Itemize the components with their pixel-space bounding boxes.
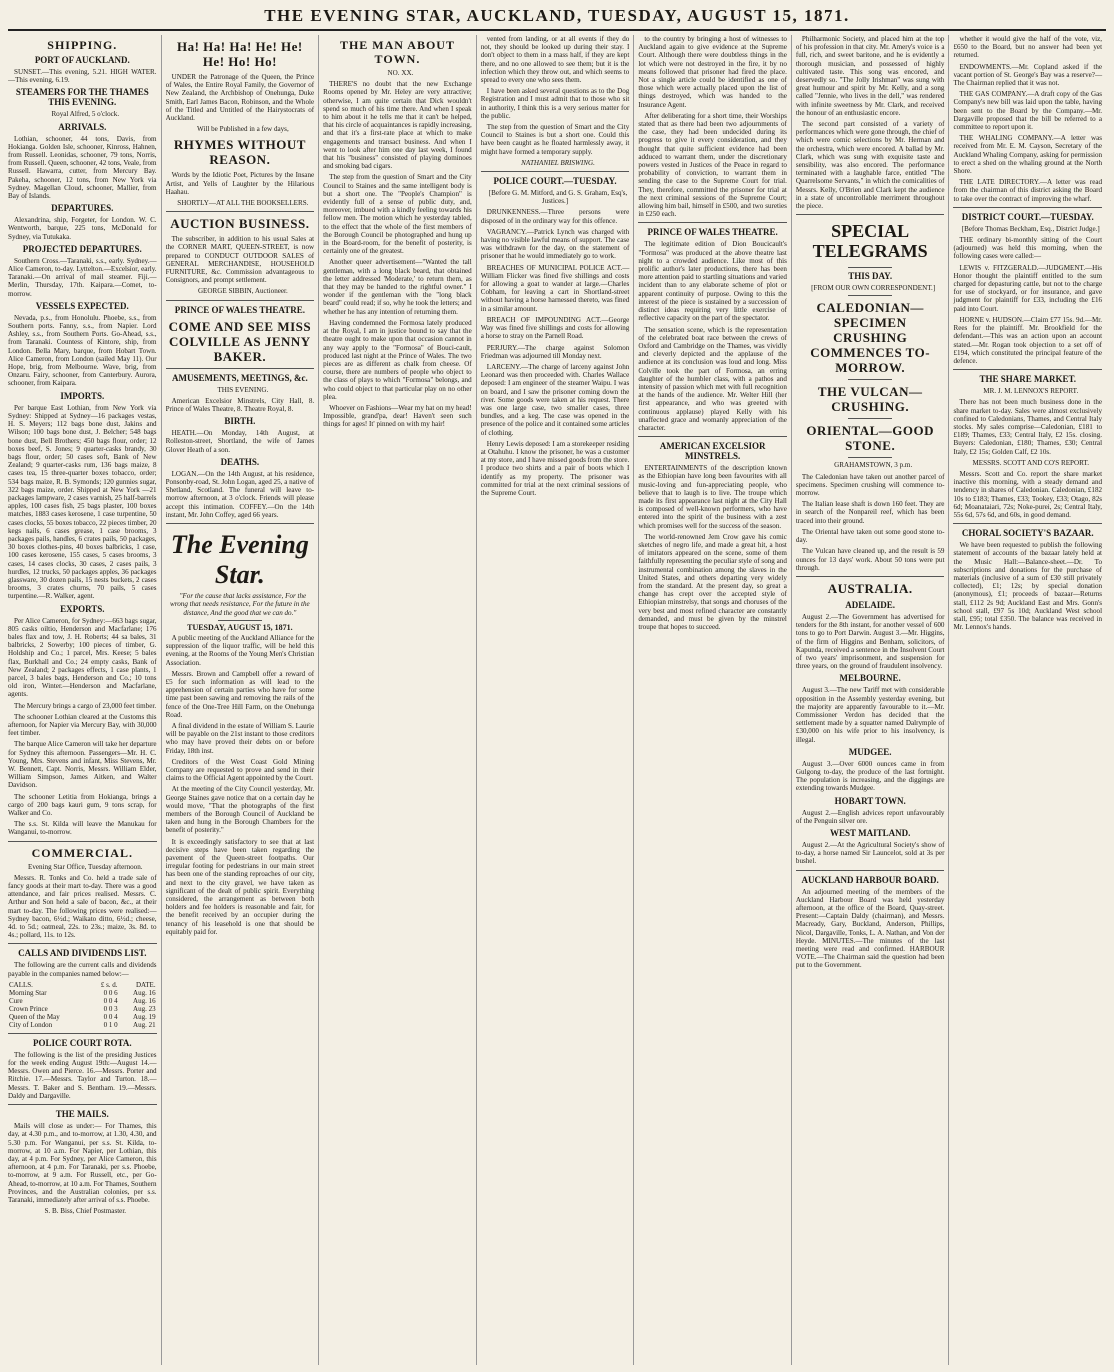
rhymes-title: RHYMES WITHOUT REASON. <box>173 137 306 168</box>
steamers-title: STEAMERS FOR THE THAMES THIS EVENING. <box>15 87 149 108</box>
projected-title: PROJECTED DEPARTURES. <box>22 243 142 254</box>
adelaide-text: August 2.—The Government has advertised for tenders for the 8th instant, for another vessel of 600 tons to go to Port Darwin. August 3.—Mr. Higgins, of the firm of Higgins and Benham, solicitors, of Kapunda, received a sentence in the Insolvent Court of two years' imprisonment, and suspension for three years, on the ground of fraudulent insolvency. <box>795 612 945 671</box>
imports-text: Per barque East Lothian, from New York via Sydney: Shipped at Sydney—16 packages vestas, H. S. Meyers; 112 bags bone dust, Jakins and Wilson; 100 bags bone dust, J. Belcher; 548 bags bone dust, Bell Brothers; 450 bags flour, order; 12 boxes beef, S. Jones; 9 quarter-casks brandy, 30 bags flour, order; 50 cases soft, Bank of New Zealand; 9 quarter-casks rum, 136 bags maize, 8 cases tea, 15 three-quarter boxes tobacco, order; 534 bags maize, R. B. Symonds; 120 gunnies sugar, 322 bags maize, order. Shipped at New York —21 packages lampware, 2 cases varnish, 25 half-barrels apples, 100 cases fish, 25 bags plaster, 100 boxes matches, 1883 cases kerosene, 1 case turpentine, 50 cases clocks, 55 boxes tobacco, 22 pieces timber, 20 kegs nails, 6 cases grease, 1 case brooms, 3 packages pails, handles, 6 crates pails, 50 packages, 30 boxes clothes-pins, 40 boxes balbricks, 1 case, 100 cases kerosene, 155 cases, 5 cases brooms, 3 cases, 14 cases clocks, 30 cases, 2 cases pails, 3 hurdles, 12 trucks, 50 packages apples, 36 packages glassware, 30 dozen pails, 15 nests buckets, 2 cases brooms, 3 crates churns, 70 pails, 5 cases turpentine.—R. Walker, agent. <box>8 403 157 601</box>
masthead-title: THE EVENING STAR, AUCKLAND, TUESDAY, AUGUST 15, 1871. <box>264 6 850 25</box>
col7-p4: THE WHALING COMPANY.—A letter was received from Mr. E. M. Cayson, Secretary of the Auckland Whaling Company, asking for permission to erect a shed on the whaling ground at the North Shore. <box>953 134 1103 176</box>
grahamstown-dateline: GRAHAMSTOWN, 3 p.m. <box>834 461 913 470</box>
this-day: THIS DAY. <box>848 271 893 282</box>
vessels-title: VESSELS EXPECTED. <box>35 300 129 311</box>
harbour-board-title: AUCKLAND HARBOUR BOARD. <box>801 874 939 885</box>
pow-title: PRINCE OF WALES THEATRE. <box>174 304 305 315</box>
aem-title: AMERICAN EXCELSIOR MINSTRELS. <box>659 441 766 462</box>
column-6 <box>796 35 950 1365</box>
deaths-text: LOGAN.—On the 14th August, at his residence, Ponsonby-road, St. John Logan, aged 25, a native of Shetland, Scotland. The funeral will leave to-morrow afternoon, at 3 o'clock. Friends will please accept this intimation. COFFEY.—On the 14th instant, Mr. John Coffey, aged 66 years. <box>165 469 315 519</box>
amusements-sub: THIS EVENING. <box>217 385 269 394</box>
column-1 <box>8 35 162 1365</box>
col5-p1: to the country by bringing a host of witnesses to Auckland again to give evidence at the Supreme Court. Although there were doubtless things in the lot which were not destroyed in the fire, it by no means followed that prisoner had fired the place. Not a single article could be identified as one of those which were actually placed upon the list of things destroyed, which was handed to the Insurance Agent. <box>638 35 787 109</box>
man-p3: Another queer advertisement—"Wanted the tall gentleman, with a long black beard, that obtained the letter addressed 'Moderate,' to return them, as that they may be handed to the rightful owner." I wonder if the gentleman with the "long black beard" could read; if so, why he took the letters; and whether he has any intention of returning them. <box>323 258 472 316</box>
west-maitland-title: WEST MAITLAND. <box>830 827 911 838</box>
divider <box>796 214 945 215</box>
divider <box>166 523 315 524</box>
table-row: Queen of the May 0 0 4 Aug. 19 <box>9 1012 156 1021</box>
divider <box>638 222 787 223</box>
exports-text: Per Alice Cameron, for Sydney:—663 bags sugar, 805 casks oiltio, Henderson and Macfarlane; 176 bales flax and tow, J. H. Roberts; 44 sa bales, 31 balbricks, 2 Sowerby; 100 pieces of timber, G. Holdship and Co.; 1 parcel, Mrs. Keese; 5 bales flax, Burkhall and Co.; 24 empty casks, Bank of New Zealand; 2 packages effects, 1 case plants, 1 parcel, 3 bales bags, Henderson and Co.; 10 tons old iron, Winter.—Henderson and Macfarlane, agents. <box>8 616 157 699</box>
commercial-dateline: Evening Star Office, Tuesday afternoon. <box>28 862 143 871</box>
ha-published: Will be Published in a few days, <box>197 125 289 134</box>
divider <box>796 576 945 577</box>
divider <box>218 620 263 621</box>
leader-p1: A public meeting of the Auckland Alliance for the suppression of the liquor traffic, will be held this evening, at the Rooms of the Young Men's Christian Association. <box>165 633 315 667</box>
district-sub: [Before Thomas Beckham, Esq., District Judge.] <box>961 224 1100 233</box>
deaths-title: DEATHS. <box>220 456 260 467</box>
amusements-title: AMUSEMENTS, MEETINGS, &c. <box>171 372 308 383</box>
police-title: POLICE COURT.—TUESDAY. <box>493 176 617 187</box>
adelaide-title: ADELAIDE. <box>845 599 896 610</box>
col7-p1: whether it would give the half of the vote, viz, £650 to the Board, but no answer had been yet returned. <box>953 35 1103 60</box>
column-2 <box>166 35 320 1365</box>
mails-title: THE MAILS. <box>55 1109 109 1120</box>
alice-text: The barque Alice Cameron will take her departure for Sydney this afternoon. Passengers—Mr. H. C. Young, Mrs. Stevens and infant, Miss Stevens, Mr. W. Bennett, Capt. Norris, Messrs. William Elder, William Simpson, James Aitken, and Walter Davidson. <box>8 740 157 790</box>
mudgee-text: August 3.—Over 6000 ounces came in from Gulgong to-day, the produce of the last fortnight. The population is increasing, and the diggings are extending towards Mudgee. <box>795 759 945 793</box>
mails-text: Mails will close as under:— For Thames, this day, at 4.30 p.m., and to-morrow, at 1.30, 4.30, and 5.30 p.m. For Wanganui, per s.s. St. Kilda, to-morrow, at 10 a.m. For Napier, per Lothian, this day, at 4 p.m. For Sydney, per Alice Cameron, this afternoon, at 4 p.m. For Taranaki, per s.s. Phoebe, to-morrow, at 9 a.m. For Russell, etc., per Go-Ahead, to-morrow, at 10 a.m. For Thames, Southern Provinces, and the Australian colonies, per s.s. Taranaki, immediately after arrival of s.s. Phoebe. <box>8 1122 157 1204</box>
rhymes-text: Words by the Idiotic Poet, Pictures by the Insane Artist, and Yells of Laughter by the Hilarious Haahau. <box>165 171 315 196</box>
leader-p5: At the meeting of the City Council yesterday, Mr. George Staines gave notice that on a certain day he would move, "That the photographs of the first members of the Borough Council of Auckland be taken and hung in the Borough Chambers for the benefit of posterity." <box>165 785 315 835</box>
own-correspondent: [FROM OUR OWN CORRESPONDENT.] <box>811 284 936 293</box>
table-row: CALLS. £ s. d. DATE. <box>9 980 156 989</box>
table-row: Morning Star 0 0 6 Aug. 16 <box>9 988 156 997</box>
pow-review-title: PRINCE OF WALES THEATRE. <box>647 227 778 238</box>
hobart-text: August 2.—English advices report unfavourably of the Penguin silver ore. <box>795 808 945 825</box>
divider <box>166 211 315 212</box>
district-p2: LEWIS v. FITZGERALD.—JUDGMENT.—His Honor thought the plaintiff entitled to the sum charged for depasturing cattle, but not to the charge for use of stockyard, or for insurance, and gave judgment for plaintiff for £33, including the £16 paid into Court. <box>953 263 1103 313</box>
choral-title: CHORAL SOCIETY'S BAZAAR. <box>961 528 1094 539</box>
table-row: Cure 0 0 4 Aug. 16 <box>9 996 156 1005</box>
mails-sign: S. B. Biss, Chief Postmaster. <box>44 1207 127 1216</box>
police-sub: [Before G. M. Mitford, and G. S. Graham, Esq's, Justices.] <box>488 189 628 206</box>
vessels-text: Nevada, p.s., from Honolulu. Phoebe, s.s., from Southern ports. Fanny, s.s., from Napier. Lord Ashley, s.s., from Southern Ports. Go-Ahead, s.s., from Taranaki. Countess of Kintore, ship, from London. Bella Mary, barque, from Hobart Town. Alice Cameron, from London (sailed May 11). Our Hope, brig, from Melbourne. Wave, brig, from Onzaru. Fairy, schooner, from Canterbury. Aurora, schooner, from Kaipara. <box>8 313 157 388</box>
auction-title: AUCTION BUSINESS. <box>170 216 310 232</box>
table-row: Crown Prince 0 0 3 Aug. 23 <box>9 1004 156 1013</box>
share-market-text: There has not been much business done in the share market to-day. Sales were almost exclusively confined to Caledonians, Thames, and Central Italy stocks. My sales comprise—Caledonian, £181 to £189; Thames, £33; Central Italy, £2 15s. closing. Buyers: Caledonian, £180; Thames, £30; Central Italy, £2 15s; Golden Calf, £2 10s. <box>953 398 1103 456</box>
table-row: City of London 0 1 0 Aug. 21 <box>9 1020 156 1029</box>
divider <box>166 368 315 369</box>
rhymes-footer: SHORTLY—AT ALL THE BOOKSELLERS. <box>177 199 309 208</box>
australia-title: AUSTRALIA. <box>827 580 913 596</box>
share-market-sub2: MESSRS. SCOTT AND CO'S REPORT. <box>972 458 1089 467</box>
arrivals-text: Lothian, schooner, 44 tons, Davis, from Hokianga. Golden Isle, schooner, Kinross, Hahnen, from Russell. Leonidas, schooner, 79 tons, Norris, from Russell. Queen, schooner, 42 tons, Veale, from Russell. Hawarra, cutter, from Mercury Bay. Pakeha, schooner, 12 tons, from New York via Sydney. Magellan Cloud, schooner, Mallier, from Bay of Islands. <box>8 134 157 201</box>
divider <box>848 379 893 380</box>
caledonian-headline: CALEDONIAN—SPECIMEN CRUSHING COMMENCES TO-MORROW. <box>810 300 931 376</box>
col7-p3: THE GAS COMPANY.—A draft copy of the Gas Company's new bill was laid upon the table, having been sent to the Board by the Company.—Mr. Dargaville proposed that the bill be referred to a committee to report upon it. <box>953 90 1103 132</box>
commercial-title: COMMERCIAL. <box>31 845 133 860</box>
police-roster-text: The following is the list of the presiding Justices for the week ending August 19th:—August 14.—Messrs. Owen and Pierce. 16.—Messrs. Porter and Ritchie. 17.—Messrs. Taylor and Turton. 18.—Messrs. T. Baker and S. Bentham. 19.—Messrs. Daldy and Dargaville. <box>8 1050 157 1100</box>
col4-p2: I have been asked several questions as to the Dog Registration and I must admit that to those who sit in authority, I think this is a very serious matter for the public. <box>480 87 630 120</box>
banner-date: TUESDAY, AUGUST 15, 1871. <box>187 622 293 632</box>
col4-p3: The step from the question of Smart and the City Council to Staines is but a short one. Could this have been caught as he floated harmlessly away, it might have formed a temporary supply. <box>480 123 630 156</box>
column-5 <box>638 35 792 1365</box>
birth-title: BIRTH. <box>224 416 256 427</box>
police-p2: VAGRANCY.—Patrick Lynch was charged with having no visible lawful means of support. The case was withdrawn for the day, on the statement of prisoner that he would immediately go to work. <box>480 227 630 261</box>
divider <box>8 943 157 944</box>
column-3 <box>323 35 477 1365</box>
column-7 <box>953 35 1106 1365</box>
amusements-text: American Excelsior Minstrels, City Hall, 8. Prince of Wales Theatre, 8. Theatre Royal, 8. <box>165 396 315 414</box>
divider <box>953 207 1102 208</box>
leader-p3: A final dividend in the estate of William S. Laurie will be payable on the 21st instant to those creditors who may have proved their debts on or before Friday, 18th inst. <box>165 721 315 755</box>
col7-p5: THE LATE DIRECTORY.—A letter was read from the chairman of this district asking the Board to take over the contract of improving the wharf. <box>953 178 1103 203</box>
man-p1: THERE'S no doubt that the new Exchange Rooms opened by Mr. Heley are very attractive; otherwise, I am quite certain that Dick wouldn't spend so much of his time there. And when I speak to him about it he tells me that it can't be helped, that his circle of acquaintances is rapidly increasing, and that it's a first-rate place at which to make engagements and transact business. And when I went to look after him one day last week, I found that his "business" consisted of playing dominoes and smoking bad cigars. <box>323 80 472 171</box>
mudgee-title: MUDGEE. <box>848 746 892 757</box>
ha-title: Ha! Ha! Ha! He! He! He! Ho! Ho! <box>176 39 303 69</box>
calls-intro: The following are the current calls and dividends payable in the companies named below:— <box>8 961 157 978</box>
tide-text: SUNSET.—This evening, 5.21. HIGH WATER.—This evening, 6.19. <box>8 68 157 85</box>
col6-p2: The second part consisted of a variety of performances which were gone through, the chief of which were comic selections by Mr. Herman and the orchestra, which were encored. A ballad by Mr. Clark, which was sung with exquisite taste and sensibility, was also encored. The performance terminated with a laughable farce, entitled "The Quarrelsome Servants," in which the comicalities of Messrs. Kelly, O'Brien and Clark kept the audience in a state of uncontrollable merriment throughout the piece. <box>795 120 945 211</box>
leader-p2: Messrs. Brown and Campbell offer a reward of £5 for such information as will lead to the apprehension of certain parties who have for some time past been sawing and removing the rails of the fence of the One-Tree Hill Farm, on the Onehunga Road. <box>165 669 315 719</box>
calls-table <box>8 981 157 1029</box>
col6-p1: Philharmonic Society, and placed him at the top of his profession in that city. Mr. Amery's voice is a full, rich, and sweet baritone, and he is evidently a thorough musician, and possessed of highly cultivated taste. This song was encored, and deservedly so. "The Jolly Irishman" was sung with great humour and spirit by Mr. Kelly, and a song called "Jennie, who lives in the dell," was rendered with infinite sweetness by Mr. Clark, and received the honour of an enthusiastic encore. <box>795 35 945 117</box>
divider <box>8 1104 157 1105</box>
columns <box>8 35 1106 1365</box>
oriental-headline: ORIENTAL—GOOD STONE. <box>806 423 934 454</box>
melbourne-title: MELBOURNE. <box>839 673 901 684</box>
divider <box>166 300 315 301</box>
pow-review-p2: The sensation scene, which is the representation of the celebrated boat race between the crews of Oxford and Cambridge on the Thames, was vividly and cleverly depicted and the applause of the audience at its conclusion was loud and long. Miss Colville took the part of Formosa, an erring daughter of the humbler class, with a pathos and intensity of passion which met with full recognition at the hands of the audience. Mr. Welter Hill (her first appearance, and who was greeted with continuous applause) played Kelly with his unaffected grace and womanly appreciation of the character. <box>638 325 787 432</box>
divider <box>638 436 787 437</box>
police-roster-title: POLICE COURT ROTA. <box>32 1037 132 1048</box>
police-p3: BREACHES OF MUNICIPAL POLICE ACT.—William Flicker was fined five shillings and costs for allowing a goat to wander at large.—Charles Cobham, for leaving a cart in Shortland-street without having a horse harnessed thereto, was fined in a similar amount. <box>480 263 630 313</box>
pow-review-p1: The legitimate edition of Dion Boucicault's "Formosa" was produced at the above theatre last night to a crowded audience. Like most of this prolific author's later productions, there has been more attention paid to startling situations and varied incident than to any elaborate scheme of plot or apparent continuity of purpose. Owing to this the interest of the piece is sustained by a succession of distinct ideas requiring very little exercise of reflective capacity on the part of the spectator. <box>638 240 787 323</box>
tele-p3: The Oriental have taken out some good stone to-day. <box>795 527 945 545</box>
steamers-text: Royal Alfred, 5 o'clock. <box>51 110 120 119</box>
imports-title: IMPORTS. <box>60 390 105 401</box>
column-4 <box>481 35 635 1365</box>
divider <box>953 369 1102 370</box>
aem-p1: ENTERTAINMENTS of the description known as the Ethiopian have long been favourites with all music-loving and fun-appreciating people, who believe that to laugh is to live. The troupe which made its first appearance last night at the City Hall is composed of well-known performers, who have entered into the spirit of the business with a zest which promises well for the success of the season. <box>638 464 787 530</box>
departures-text: Alexandrina, ship, Forgeter, for London. W. C. Wentworth, barque, 225 tons, McDonald for Sydney, via Tutukaka. <box>8 216 157 241</box>
shipping-title: SHIPPING. <box>47 38 118 52</box>
divider <box>8 841 157 842</box>
arrivals-title: ARRIVALS. <box>58 121 107 132</box>
leader-p4: Creditors of the West Coast Gold Mining Company are requested to prove and send in their claims to the Official Agent appointed by the Court. <box>165 757 315 783</box>
harbour-board-text: An adjourned meeting of the members of the Auckland Harbour Board was held yesterday afternoon, at the office of the Board, Quay-street. Present:—Captain Daldy (chairman), and Messrs. Macready, Gary, Buckland, Anderson, Phillips, Nicol, Dargaville, Tonks, L. A. Nathan, and Von der Heyde. MINUTES.—The minutes of the last meeting were read and confirmed. HARBOUR VOTE.—The Chairman said the question had been put to the Government. <box>795 887 945 970</box>
district-p3: HORNE v. HUDSON.—Claim £77 15s. 9d.—Mr. Rees for the plaintiff. Mr. Brookfield for the defendant.—This was an action upon an account stated.—Mr. Rogan took objection to a set off of £194, which constituted the principal feature of the defence. <box>953 315 1103 365</box>
share-market-sub: MR. J. M. LENNOX'S REPORT. <box>983 387 1079 396</box>
divider <box>8 1033 157 1034</box>
melbourne-text: August 3.—The new Tariff met with considerable opposition in the Assembly yesterday evening, but the majority are apparently favourable to it.—Mr. Commissioner Verdon has decided that the settlement made by a squatter named Dalrymple of £30,000 on his wife prior to his insolvency, is illegal. <box>795 686 945 744</box>
man-no: NO. XX. <box>387 69 414 77</box>
choral-text: We have been requested to publish the following statement of accounts of the bazaar lately held at the Music Hall:—Balance-sheet.—Dr. To subscriptions and donations for the purchase of materials (inclusive of a sum of £30 still privately collected), £1; 12s; by special donation (anonymous), £1; proceeds of bazaar—Returns stall, £112 2s 9d; Auckland East and Mrs. Gonn's school stall, £97 5s 10d; Auckland West school stall, £95; total £350. The balance was received in Mr. Lennox's hands. <box>953 541 1103 632</box>
vulcan-headline: THE VULCAN—CRUSHING. <box>817 384 923 415</box>
mercury-text: The Mercury brings a cargo of 23,000 feet timber. <box>14 701 157 710</box>
police-p7: Henry Lewis deposed: I am a storekeeper residing at Otahuhu. I know the prisoner, he was a customer at my store, and I have missed goods from the store. I produce two shirts and a pair of boots which I identify as my property. The prisoner was committed for trial at the next criminal sessions of the Supreme Court. <box>480 439 630 497</box>
col4-p1: vented from landing, or at all events if they do not, they should be looked up during their stay. I don't object to them in a mass half, if they are kept there, and no one allowed to see them; but it is the infection which they throw out, and which seems to spread to every one who sees them. <box>480 35 630 85</box>
divider <box>953 523 1102 524</box>
special-telegrams-title: SPECIAL TELEGRAMS <box>812 221 928 262</box>
police-p6: LARCENY.—The charge of larceny against John Leonard was then proceeded with. Charles Wallace deposed: I am engineer of the steamer Waipu. I was on board, and I saw the prisoner coming down the river. Some goods were taken at his request. There was one large case, two smaller cases, three bundles, and a keg. The case was opened in the presence of the police and it contained some articles of clothing. <box>480 362 630 437</box>
police-p5: PERJURY.—The charge against Solomon Friedman was adjourned till Monday next. <box>480 343 630 360</box>
police-p1: DRUNKENNESS.—Three persons were disposed of in the ordinary way for this offence. <box>480 208 630 225</box>
district-title: DISTRICT COURT.—TUESDAY. <box>961 211 1094 222</box>
lothian-text: The schooner Lothian cleared at the Customs this afternoon, for Napier via Mercury Bay, with 30,000 feet timber. <box>8 712 157 738</box>
ss-text: The s.s. St. Kilda will leave the Manukau for Wanganui, to-morrow. <box>8 820 157 837</box>
auction-sign: GEORGE SIBBIN, Auctioneer. <box>197 287 288 296</box>
paper-banner: The Evening Star. <box>170 530 309 590</box>
ha-text: UNDER the Patronage of the Queen, the Prince of Wales, the Entire Royal Family, the Governor of New Zealand, the Archbishop of Onehunga, Duke Smith, Earl James Bacon, Robinson, and the Whole of the Titled and Untitled of the Hairystocrats of Auckland. <box>165 73 315 123</box>
man-p5: Whoever on Fashions—Wear my hat on my head! Impossible, grand'pa, dear! Haven't seen such things for ages! It' pinned on with my hair! <box>323 403 472 429</box>
auction-text: The subscriber, in addition to his usual Sales at the CORNER MART, QUEEN-STREET, is now prepared to CONDUCT OUTDOOR SALES of GENERAL MERCHANDISE, HOUSEHOLD FURNITURE, &c. Commission advantageous to Consignors, and prompt settlement. <box>165 235 315 285</box>
man-p2: The step from the question of Smart and the City Council to Staines and the same intelligent body is but a short one. The "People's Champion" is evidently full of a sense of public duty, and, moreover, imbued with a kindly feeling towards his fellow men. The motion which he yesterday tabled, to the effect that the whole of the first members of the Borough Council be photographed and hung up in the Board-room, for the benefit of posterity, is certainly one of the greatest. <box>323 173 472 256</box>
divider <box>848 267 893 268</box>
col5-p2: After deliberating for a short time, their Worships stated that as there had been two adjournments of the case, they had been undecided during its progress to give it every consideration, and they thought that quite sufficient evidence had been adduced to warrant them, under the discretionary powers vested in Justices of the Peace in regard to probability of conviction, to warrant them in sending the case to the Supreme Court for trial. They, therefore, committed the prisoner for trial at the next criminal sessions of the Supreme Court; allowing him bail, himself in £500, and two sureties in £250 each. <box>638 111 787 219</box>
man-p4: Having condemned the Formosa lately produced at the Royal, I am in justice bound to say that the theatre ought to make upon that occasion cannot in any way apply to the "Formosa" of Bouci-cault, produced last night at the Prince of Wales. The two pieces are as different as chalk from cheese. Of course, there are numbers of people who object to the class of plays to which "Formosa" belongs, and who could object to that particular play on no other plea. <box>323 318 472 401</box>
divider <box>848 457 893 458</box>
calls-title: CALLS AND DIVIDENDS LIST. <box>18 948 147 959</box>
col7-p2: ENDOWMENTS.—Mr. Copland asked if the vacant portion of St. George's Bay was a reserve?—The Chairman replied that it was not. <box>953 62 1103 88</box>
west-maitland-text: August 2.—At the Agricultural Society's show of to-day, a horse named Sir Launcelot, sold at 3s per bushel. <box>795 840 945 866</box>
district-p1: THE ordinary bi-monthly sitting of the Court (adjourned) was held this morning, when the following cases were called:— <box>953 236 1103 261</box>
tele-p1: The Caledonian have taken out another parcel of specimens. Specimen crushing will commence to-morrow. <box>795 472 945 498</box>
pow-text: COME AND SEE MISS COLVILLE AS JENNY BAKER. <box>168 318 312 364</box>
divider <box>848 295 893 296</box>
commercial-text: Messrs. R. Tonks and Co. held a trade sale of fancy goods at their mart to-day. There was a good attendance, and fair prices realised. Messrs. C. Arthur and Son held a sale of bacon, &c., at their mart to-day. The following prices were realised:—Sydney bacon, 6½d.; Waikato ditto, 6½d.; cheese, 4d. to 5d.; oatmeal, 22s. to 23s.; maize, 3s. 8d. to 4s.; pollard, 11s. to 12s. <box>8 873 157 940</box>
police-p4: BREACH OF IMPOUNDING ACT.—George Way was fined five shillings and costs for allowing a horse to stray on the Parnell Road. <box>480 315 630 341</box>
birth-text: HEATH.—On Monday, 14th August, at Rolleston-street, Shortland, the wife of James Glover Heath of a son. <box>165 429 315 454</box>
port-title: PORT OF AUCKLAND. <box>34 55 130 65</box>
hobart-title: HOBART TOWN. <box>834 795 906 806</box>
divider <box>481 171 630 172</box>
aem-p2: The world-renowned Jem Crow gave his comic sketches of negro life, and made a great hit, a host of imitators appeared on the scene, some of them faithfully representing the peculiar style of song and instrumental combination among the slaves in the United States, and others departing very widely from the standard. At the present day, so great a change has crept over the accepted style of Ethiopian minstrelsy, that songs and choruses of the very best and most refined character are constantly demanded, and must be given by the minstrel troupe that hopes to succeed. <box>638 532 787 631</box>
schooner-text: The schooner Letitia from Hokianga, brings a cargo of 200 bags kauri gum, 9 tons scrap, for Walker and Co. <box>8 792 157 818</box>
divider <box>848 418 893 419</box>
col4-sign: NATHANIEL BRISWING. <box>521 158 595 167</box>
departures-title: DEPARTURES. <box>51 203 114 214</box>
tele-p4: The Vulcan have cleaned up, and the result is 59 ounces for 13 days' work. About 50 tons were put through. <box>795 547 945 572</box>
masthead <box>8 6 1106 31</box>
divider <box>796 870 945 871</box>
share-market-title: THE SHARE MARKET. <box>979 374 1077 385</box>
share-market-text2: Messrs. Scott and Co. report the share market inactive this morning, with a steady demand and tendency in shares of Caledonian. Caledonian, £182 10s to £183; Thames, £33; Tookey, £33; Otago, 82s 6d; Moanataiari, 72s; Noke-purei, 2s; Central Italy, 55s 6d, 57s 6d, and 60s, in good demand. <box>953 469 1103 519</box>
leader-p6: It is exceedingly satisfactory to see that at last decisive steps have been taken regarding the pavement of the Queen-street footpaths. Our irregular footing for pedestrians in our main street has been one of the standing reproaches of our city, and next to the city gravel, we have taken as significant of the dealt of public spirit. Everything considered, the arrangement as between both holders and fee holders is reasonable and fair, for the benefit received by an occupier during the tenancy of his leasehold is one that should be equitably paid for. <box>165 837 315 936</box>
banner-motto: "For the cause that lacks assistance, For the wrong that needs resistance, For the future in the distance, And the good that we can do." <box>170 592 310 617</box>
man-title: THE MAN ABOUT TOWN. <box>339 38 455 66</box>
projected-text: Southern Cross.—Taranaki, s.s., early. Sydney.—Alice Cameron, to-day. Lyttelton.—Excelsior, early. Taranaki.—On arrival of mail steamer. Fiji.—Merlin, Thursday, 17th. Kaipara.—Comet, to-morrow. <box>8 256 157 298</box>
tele-p2: The Italian lease shaft is down 160 feet. They are in search of the Nonpareil reef, which has been traced into their ground. <box>795 500 945 525</box>
exports-title: EXPORTS. <box>60 603 105 614</box>
